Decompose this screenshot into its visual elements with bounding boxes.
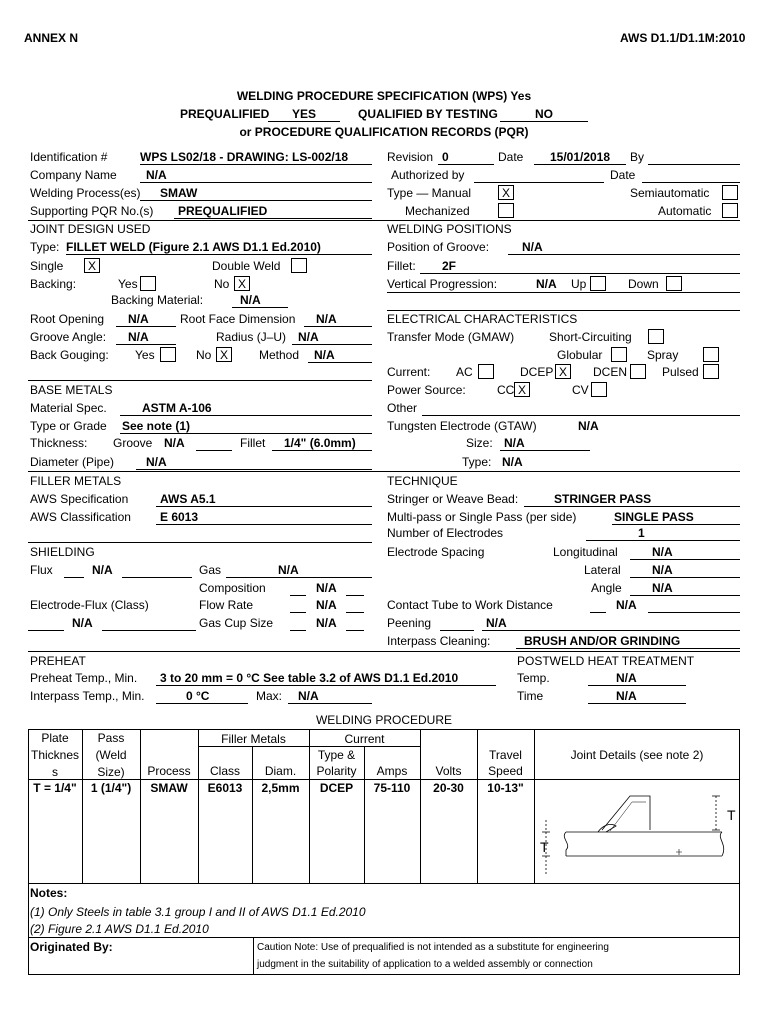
ac-checkbox[interactable] [478, 364, 494, 379]
down-label: Down [628, 277, 659, 291]
single-checkbox[interactable]: X [84, 258, 100, 273]
pqr-label: Supporting PQR No.(s) [30, 204, 154, 218]
col-process-header: Process [147, 764, 191, 778]
date-value: 15/01/2018 [534, 150, 626, 165]
electrodes-label: Number of Electrodes [387, 526, 504, 540]
contact-value: N/A [616, 598, 637, 612]
cell-class: E6013 [207, 781, 243, 795]
col-diam-header: Diam. [264, 764, 297, 778]
root-opening-label: Root Opening [30, 312, 105, 326]
electrode-flux-value: N/A [72, 616, 93, 630]
ac-label: AC [456, 365, 473, 379]
mechanized-label: Mechanized [405, 204, 470, 218]
flux-line [122, 577, 192, 578]
up-checkbox[interactable] [590, 276, 606, 291]
col-type-line1: Type & [317, 748, 356, 762]
pqr-value: PREQUALIFIED [174, 204, 372, 219]
peening-value: N/A [482, 616, 740, 631]
title-prequalified-label: PREQUALIFIED [180, 107, 270, 121]
joint-detail-sketch [536, 782, 738, 882]
tungsten-type-value: N/A [502, 455, 523, 469]
groove-position-value: N/A [508, 240, 740, 255]
radius-label: Radius (J–U) [216, 330, 287, 344]
electrode-flux-line [102, 630, 196, 631]
tungsten-label: Tungsten Electrode (GTAW) [387, 419, 537, 433]
by-line [648, 164, 740, 165]
col-travel-line1: Travel [489, 748, 522, 762]
preheat-min-label: Preheat Temp., Min. [30, 671, 138, 685]
date-label: Date [498, 150, 524, 164]
grade-label: Type or Grade [30, 419, 107, 433]
company-value: N/A [140, 168, 372, 183]
single-label: Single [30, 259, 64, 273]
material-spec-label: Material Spec. [30, 401, 107, 415]
lateral-value: N/A [630, 563, 740, 578]
date2-label: Date [610, 168, 636, 182]
caution-line1: Caution Note: Use of prequalified is not intended as a substitute for engineering [257, 942, 609, 953]
electrical-section-title: ELECTRICAL CHARACTERISTICS [387, 312, 578, 326]
joint-type-label: Type: [30, 240, 60, 254]
pulsed-checkbox[interactable] [703, 364, 719, 379]
note-2: (2) Figure 2.1 AWS D1.1 Ed.2010 [30, 922, 209, 936]
spacing-label: Electrode Spacing [387, 545, 485, 559]
company-label: Company Name [30, 168, 117, 182]
dcen-checkbox[interactable] [630, 364, 646, 379]
pwht-time-label: Time [517, 689, 544, 703]
col-pass-header [82, 730, 140, 781]
notes-title: Notes: [30, 886, 68, 900]
title-qualified-label: QUALIFIED BY TESTING [358, 107, 498, 121]
up-label: Up [571, 277, 587, 291]
sketch-t-right: T [727, 807, 736, 823]
other-line [422, 415, 740, 416]
cv-checkbox[interactable] [591, 382, 607, 397]
cell-travel: 10-13" [487, 781, 524, 795]
caution-line2: judgment in the suitability of application to a welded assembly or connection [257, 959, 593, 970]
pwht-time-value: N/A [588, 689, 686, 704]
groove-angle-value: N/A [116, 330, 176, 345]
short-circuiting-checkbox[interactable] [648, 329, 664, 344]
col-line [198, 729, 199, 883]
multipass-value: SINGLE PASS [612, 510, 740, 525]
flux-line [64, 577, 84, 578]
joint-section-title: JOINT DESIGN USED [30, 222, 151, 236]
cell-volts: 20-30 [433, 781, 464, 795]
bg-yes-label: Yes [135, 348, 155, 362]
cc-label: CC [497, 383, 515, 397]
vertical-plate [602, 796, 650, 830]
vertical-label: Vertical Progression: [387, 277, 498, 291]
interpass-cleaning-label: Interpass Cleaning: [387, 634, 491, 648]
globular-label: Globular [557, 348, 603, 362]
gas-label: Gas [199, 563, 222, 577]
current-group-header: Current [344, 732, 385, 746]
transfer-label: Transfer Mode (GMAW) [387, 330, 515, 344]
cell-amps: 75-110 [373, 781, 411, 795]
contact-label: Contact Tube to Work Distance [387, 598, 553, 612]
filler-spec-value: AWS A5.1 [156, 492, 372, 507]
procedure-title: WELDING PROCEDURE [315, 713, 452, 727]
backing-label: Backing: [30, 277, 77, 291]
radius-value: N/A [292, 330, 372, 345]
interpass-temp-value: 0 °C [156, 689, 248, 704]
note-1: (1) Only Steels in table 3.1 group I and II of AWS D1.1 Ed.2010 [30, 905, 366, 919]
composition-value: N/A [316, 581, 337, 595]
identification-label: Identification # [30, 150, 108, 164]
lateral-label: Lateral [584, 563, 621, 577]
col-plate-line1: Plate [41, 731, 69, 745]
gas-cup-label: Gas Cup Size [199, 616, 274, 630]
backing-yes-label: Yes [118, 277, 138, 291]
semiauto-checkbox[interactable] [722, 185, 738, 200]
dcen-label: DCEN [593, 365, 628, 379]
filler-section-title: FILLER METALS [30, 474, 122, 488]
col-travel-line2: Speed [488, 764, 523, 778]
fillet-weld [598, 824, 616, 832]
divider [28, 542, 372, 543]
revision-label: Revision [387, 150, 434, 164]
cup-line [290, 630, 306, 631]
gas-value: N/A [226, 563, 372, 578]
fillet-label: Fillet [240, 436, 266, 450]
root-face-value: N/A [304, 312, 372, 327]
authorized-line [474, 182, 604, 183]
groove-angle-label: Groove Angle: [30, 330, 107, 344]
root-face-label: Root Face Dimension [180, 312, 296, 326]
shielding-section-title: SHIELDING [30, 545, 95, 559]
col-joint-header: Joint Details (see note 2) [570, 748, 704, 762]
material-spec-value: ASTM A-106 [120, 401, 372, 416]
interpass-temp-label: Interpass Temp., Min. [30, 689, 145, 703]
backing-yes-checkbox[interactable] [140, 276, 156, 291]
contact-line [648, 612, 740, 613]
groove-value: N/A [164, 436, 185, 450]
backing-no-label: No [214, 277, 230, 291]
filler-spec-label: AWS Specification [30, 492, 129, 506]
dcep-checkbox[interactable]: X [555, 364, 571, 379]
power-source-label: Power Source: [387, 383, 466, 397]
notes-bottom [28, 937, 740, 938]
fillet-position-value: 2F [420, 259, 740, 274]
groove-position-label: Position of Groove: [387, 240, 490, 254]
table-row-bottom [28, 883, 740, 884]
originated-label: Originated By: [30, 940, 113, 954]
vertical-value: N/A [536, 277, 557, 291]
joint-type-value: FILLET WELD (Figure 2.1 AWS D1.1 Ed.2010) [66, 240, 372, 255]
authorized-label: Authorized by [391, 168, 465, 182]
title-qualified-value: NO [500, 107, 588, 122]
peening-line [440, 630, 474, 631]
stringer-value: STRINGER PASS [524, 492, 740, 507]
title-line3: or PROCEDURE QUALIFICATION RECORDS (PQR) [239, 125, 529, 139]
electrodes-value: 1 [586, 526, 740, 541]
current-label: Current: [387, 365, 431, 379]
preheat-section-title: PREHEAT [30, 654, 86, 668]
stringer-label: Stringer or Weave Bead: [387, 492, 519, 506]
multipass-label: Multi-pass or Single Pass (per side) [387, 510, 577, 524]
bg-no-label: No [196, 348, 212, 362]
back-gouging-label: Back Gouging: [30, 348, 109, 362]
filler-group-header: Filler Metals [221, 732, 286, 746]
fillet-position-label: Fillet: [387, 259, 416, 273]
other-label: Other [387, 401, 418, 415]
flux-value: N/A [92, 563, 113, 577]
col-plate-line3: s [52, 765, 58, 779]
electrode-flux-label: Electrode-Flux (Class) [30, 598, 149, 612]
backing-no-checkbox[interactable]: X [234, 276, 250, 291]
cell-pass: 1 (1/4") [90, 781, 132, 795]
longitudinal-value: N/A [630, 545, 740, 560]
process-label: Welding Process(es) [30, 186, 141, 200]
groove-line [196, 450, 232, 451]
flux-label: Flux [30, 563, 53, 577]
filler-class-label: AWS Classification [30, 510, 131, 524]
diameter-value: N/A [136, 455, 372, 470]
backing-material-label: Backing Material: [111, 293, 204, 307]
mechanized-checkbox[interactable] [498, 203, 514, 218]
tungsten-value: N/A [578, 419, 599, 433]
bg-yes-checkbox[interactable] [160, 347, 176, 362]
base-section-title: BASE METALS [30, 383, 113, 397]
divider [28, 471, 740, 472]
positions-section-title: WELDING POSITIONS [387, 222, 512, 236]
type-manual-label: Type — Manual [387, 186, 472, 200]
flow-line [290, 612, 306, 613]
pwht-section-title: POSTWELD HEAT TREATMENT [517, 654, 695, 668]
col-pass-line1: Pass [97, 731, 125, 745]
col-line [420, 729, 421, 883]
pulsed-label: Pulsed [662, 365, 699, 379]
flow-rate-label: Flow Rate [199, 598, 254, 612]
backing-material-value: N/A [232, 293, 288, 308]
tungsten-size-value: N/A [500, 436, 590, 451]
divider [28, 220, 740, 221]
cv-label: CV [572, 383, 589, 397]
cc-checkbox[interactable]: X [514, 382, 530, 397]
longitudinal-label: Longitudinal [553, 545, 618, 559]
sketch-t-left: T [540, 839, 549, 855]
groove-label: Groove [113, 436, 153, 450]
cell-plate: T = 1/4" [33, 781, 77, 795]
col-volts-header: Volts [435, 764, 462, 778]
globular-checkbox[interactable] [611, 347, 627, 362]
flow-line [346, 612, 364, 613]
peening-label: Peening [387, 616, 432, 630]
fillet-value: 1/4" (6.0mm) [272, 436, 372, 451]
vertical-line [387, 292, 740, 293]
method-value: N/A [308, 348, 372, 363]
col-plate-header [28, 730, 82, 781]
technique-section-title: TECHNIQUE [387, 474, 458, 488]
max-label: Max: [256, 689, 283, 703]
identification-value: WPS LS02/18 - DRAWING: LS-002/18 [140, 150, 372, 165]
pwht-temp-label: Temp. [517, 671, 550, 685]
filler-class-value: E 6013 [156, 510, 372, 525]
dcep-label: DCEP [520, 365, 554, 379]
col-line [140, 729, 141, 883]
spray-label: Spray [647, 348, 679, 362]
cell-process: SMAW [150, 781, 188, 795]
contact-line [590, 612, 606, 613]
divider [387, 310, 740, 311]
footer-divider [253, 937, 254, 975]
cell-polarity: DCEP [319, 781, 354, 795]
flow-rate-value: N/A [316, 598, 337, 612]
col-type-header [309, 747, 364, 779]
col-plate-line2: Thicknes [30, 748, 80, 762]
cup-line [346, 630, 364, 631]
angle-value: N/A [630, 581, 740, 596]
tungsten-type-label: Type: [462, 455, 492, 469]
tungsten-size-label: Size: [466, 436, 493, 450]
down-checkbox[interactable] [666, 276, 682, 291]
composition-label: Composition [199, 581, 266, 595]
method-label: Method [259, 348, 300, 362]
date2-line [642, 182, 740, 183]
col-type-line2: Polarity [316, 764, 357, 778]
grade-value: See note (1) [120, 419, 372, 434]
base-plate-break [564, 832, 567, 856]
manual-checkbox[interactable]: X [498, 185, 514, 200]
bg-no-checkbox[interactable]: X [216, 347, 232, 362]
col-pass-line3: Size) [97, 765, 125, 779]
divider [28, 380, 372, 381]
cell-diam: 2,5mm [261, 781, 300, 795]
diameter-label: Diameter (Pipe) [30, 455, 115, 469]
code-label: AWS D1.1/D1.1M:2010 [620, 31, 746, 45]
by-label: By [630, 150, 645, 164]
spray-checkbox[interactable] [703, 347, 719, 362]
gas-cup-value: N/A [316, 616, 337, 630]
short-circuiting-label: Short-Circuiting [549, 330, 632, 344]
revision-value: 0 [438, 150, 494, 165]
composition-line [346, 595, 364, 596]
process-value: SMAW [140, 186, 372, 201]
annex-label: ANNEX N [24, 31, 79, 45]
col-travel-header [477, 747, 534, 779]
col-amps-header: Amps [376, 764, 408, 778]
root-opening-value: N/A [116, 312, 176, 327]
title-prequalified-value: YES [268, 107, 340, 122]
col-class-header: Class [209, 764, 240, 778]
pwht-temp-value: N/A [588, 671, 686, 686]
divider [28, 651, 740, 652]
preheat-min-value: 3 to 20 mm = 0 °C See table 3.2 of AWS D1.1 Ed.2010 [156, 671, 496, 686]
thickness-label: Thickness: [30, 436, 88, 450]
angle-label: Angle [591, 581, 622, 595]
double-checkbox[interactable] [291, 258, 307, 273]
automatic-label: Automatic [658, 204, 712, 218]
col-pass-line2: (Weld [95, 748, 127, 762]
electrode-flux-line [28, 630, 64, 631]
composition-line [290, 595, 306, 596]
interpass-cleaning-value: BRUSH AND/OR GRINDING [516, 634, 740, 649]
title-line1: WELDING PROCEDURE SPECIFICATION (WPS) Yes [236, 89, 532, 103]
semiauto-label: Semiautomatic [630, 186, 710, 200]
max-value: N/A [288, 689, 372, 704]
automatic-checkbox[interactable] [722, 203, 738, 218]
double-label: Double Weld [212, 259, 281, 273]
